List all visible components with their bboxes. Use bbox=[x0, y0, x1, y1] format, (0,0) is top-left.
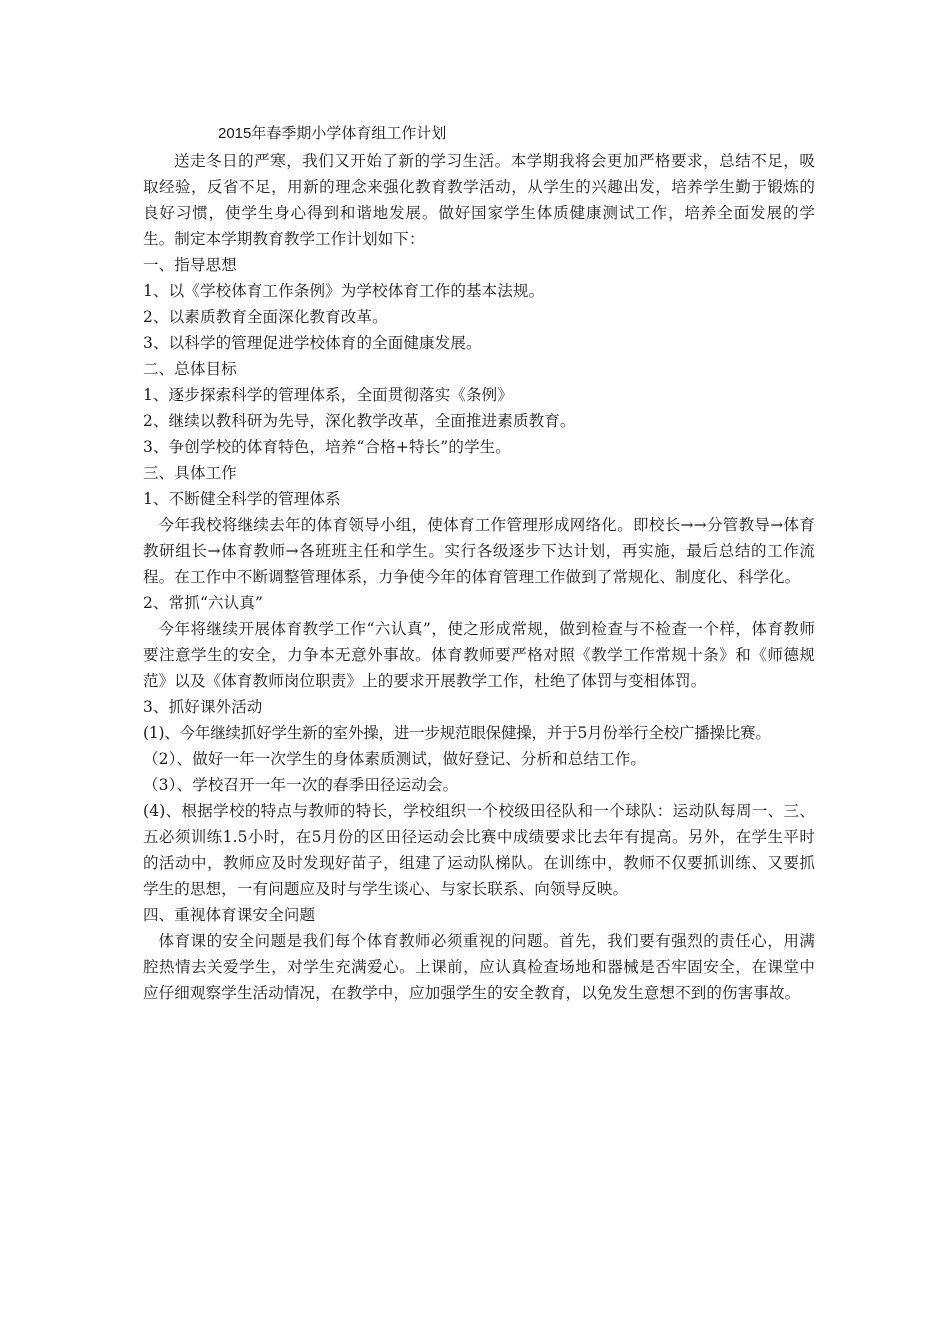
section-2-item: 3、争创学校的体育特色，培养“合格+特长”的学生。 bbox=[143, 438, 511, 456]
intro-paragraph: 送走冬日的严寒，我们又开始了新的学习生活。本学期我将会更加严格要求，总结不足，吸取经验，反省不足，用新的理念来强化教育教学活动，从学生的兴趣出发，培养学生勤于锻炼的良好习惯，使学生身心得到和谐地发展。做好国家学生体质健康测试工作，培养全面发展的学生。制定本学期教育教学工作计划如下： bbox=[143, 152, 815, 248]
section-3-sub3-item: (1)、今年继续抓好学生新的室外操，进一步规范眼保健操，并于5月份举行全校广播操比赛。 bbox=[143, 724, 771, 742]
section-3-sub3-heading: 3、抓好课外活动 bbox=[143, 698, 263, 716]
section-3-sub3-item: （2）、做好一年一次学生的身体素质测试，做好登记、分析和总结工作。 bbox=[143, 750, 647, 768]
document-page bbox=[143, 122, 815, 1006]
section-4-heading: 四、重视体育课安全问题 bbox=[143, 906, 316, 924]
section-3-sub3-item: （3）、学校召开一年一次的春季田径运动会。 bbox=[143, 776, 459, 794]
section-1-item: 3、以科学的管理促进学校体育的全面健康发展。 bbox=[143, 334, 482, 352]
section-2-item: 1、逐步探索科学的管理体系，全面贯彻落实《条例》 bbox=[143, 386, 513, 404]
section-1-heading: 一、指导思想 bbox=[143, 256, 237, 274]
section-2-item: 2、继续以教科研为先导，深化教学改革，全面推进素质教育。 bbox=[143, 412, 576, 430]
section-3-sub3-item: (4)、根据学校的特点与教师的特长，学校组织一个校级田径队和一个球队：运动队每周一、三、五必须训练1.5小时，在5月份的区田径运动会比赛中成绩要求比去年有提高。另外，在学生平时的活动中，教师应及时发现好苗子，组建了运动队梯队。在训练中，教师不仅要抓训练、又要抓学生的思想，一有问题应及时与学生谈心、与家长联系、向领导反映。 bbox=[143, 802, 815, 898]
section-4-paragraph: 体育课的安全问题是我们每个体育教师必须重视的问题。首先，我们要有强烈的责任心，用满腔热情去关爱学生，对学生充满爱心。上课前，应认真检查场地和器械是否牢固安全，在课堂中应仔细观察学生活动情况，在教学中，应加强学生的安全教育，以免发生意想不到的伤害事故。 bbox=[143, 932, 815, 1002]
section-3-sub1-paragraph: 今年我校将继续去年的体育领导小组，使体育工作管理形成网络化。即校长→→分管教导→体育教研组长→体育教师→各班班主任和学生。实行各级逐步下达计划，再实施，最后总结的工作流程。在工作中不断调整管理体系，力争使今年的体育管理工作做到了常规化、制度化、科学化。 bbox=[143, 516, 815, 586]
document-title: 2015年春季期小学体育组工作计划 bbox=[218, 125, 447, 142]
section-3-sub1-heading: 1、不断健全科学的管理体系 bbox=[143, 490, 341, 508]
section-3-sub2-heading: 2、常抓“六认真” bbox=[143, 594, 264, 612]
section-3-sub2-paragraph: 今年将继续开展体育教学工作“六认真”，使之形成常规，做到检查与不检查一个样，体育教师要注意学生的安全，力争本无意外事故。体育教师要严格对照《教学工作常规十条》和《师德规范》以及《体育教师岗位职责》上的要求开展教学工作，杜绝了体罚与变相体罚。 bbox=[143, 620, 815, 690]
section-1-item: 1、以《学校体育工作条例》为学校体育工作的基本法规。 bbox=[143, 282, 545, 300]
section-3-heading: 三、具体工作 bbox=[143, 464, 237, 482]
section-1-item: 2、以素质教育全面深化教育改革。 bbox=[143, 308, 388, 326]
section-2-heading: 二、总体目标 bbox=[143, 360, 237, 378]
